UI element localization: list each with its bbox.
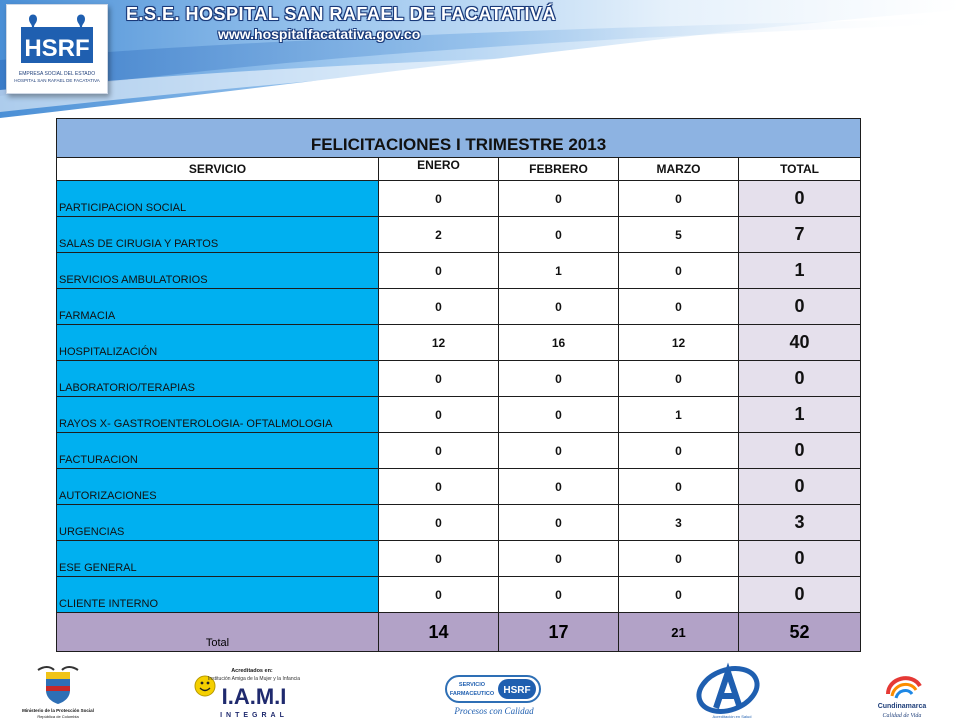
table-row — [57, 577, 861, 613]
cell-total: 3 — [739, 505, 861, 541]
cell-total: 0 — [739, 361, 861, 397]
cundinamarca-slogan: Calidad de Vida — [882, 713, 922, 719]
cell-febrero: 0 — [499, 505, 619, 541]
org-name: E.S.E. HOSPITAL SAN RAFAEL DE FACATATIVÁ — [126, 4, 557, 24]
pharma-slogan: Procesos con Calidad — [454, 706, 534, 716]
accreditation-caption: Acreditación en Salud — [712, 714, 752, 719]
cell-marzo: 0 — [619, 361, 739, 397]
pharma-line-1: SERVICIO — [458, 682, 486, 688]
cell-marzo: 5 — [619, 217, 739, 253]
column-header-marzo: MARZO — [619, 158, 739, 181]
cundinamarca-logo — [868, 664, 948, 720]
totals-row — [57, 613, 861, 652]
service-name: HOSPITALIZACIÓN — [57, 325, 379, 361]
logo-caption-2: HOSPITAL SAN RAFAEL DE FACATATIVA — [14, 78, 100, 83]
table-row — [57, 433, 861, 469]
ministry-text-2: República de Colombia — [37, 714, 79, 719]
cell-enero: 0 — [379, 505, 499, 541]
cell-enero: 0 — [379, 433, 499, 469]
column-header-febrero: FEBRERO — [499, 158, 619, 181]
totals-enero: 14 — [379, 613, 499, 652]
table-row — [57, 217, 861, 253]
logo-caption-1: EMPRESA SOCIAL DEL ESTADO — [18, 71, 96, 77]
cell-enero: 2 — [379, 217, 499, 253]
cell-febrero: 0 — [499, 181, 619, 217]
cell-enero: 0 — [379, 541, 499, 577]
service-name: AUTORIZACIONES — [57, 469, 379, 505]
table-row — [57, 289, 861, 325]
cell-marzo: 0 — [619, 181, 739, 217]
cell-febrero: 0 — [499, 433, 619, 469]
service-name: URGENCIAS — [57, 505, 379, 541]
cell-total: 0 — [739, 433, 861, 469]
hsrf-logo-icon — [7, 5, 107, 93]
iami-name: I.A.M.I — [221, 684, 287, 709]
footer-logos — [0, 664, 960, 720]
cell-febrero: 0 — [499, 397, 619, 433]
column-header-total: TOTAL — [739, 158, 861, 181]
totals-marzo: 21 — [619, 613, 739, 652]
column-header-servicio: SERVICIO — [57, 158, 379, 181]
cell-enero: 0 — [379, 289, 499, 325]
cell-enero: 0 — [379, 361, 499, 397]
table-row — [57, 361, 861, 397]
service-name: CLIENTE INTERNO — [57, 577, 379, 613]
table-row — [57, 469, 861, 505]
felicitaciones-table — [56, 118, 861, 652]
totals-total: 52 — [739, 613, 861, 652]
accreditation-a-icon — [693, 661, 763, 719]
cell-marzo: 0 — [619, 433, 739, 469]
service-name: ESE GENERAL — [57, 541, 379, 577]
cell-febrero: 0 — [499, 541, 619, 577]
cell-febrero: 0 — [499, 577, 619, 613]
iami-logo — [192, 664, 298, 720]
cell-marzo: 0 — [619, 541, 739, 577]
totals-label: Total — [57, 613, 379, 652]
iami-accredited-text: Acreditados en: — [231, 668, 273, 674]
table-row — [57, 325, 861, 361]
table-body — [57, 181, 861, 613]
service-name: PARTICIPACION SOCIAL — [57, 181, 379, 217]
cell-febrero: 0 — [499, 469, 619, 505]
cell-enero: 0 — [379, 469, 499, 505]
service-name: LABORATORIO/TERAPIAS — [57, 361, 379, 397]
cell-febrero: 1 — [499, 253, 619, 289]
service-name: FARMACIA — [57, 289, 379, 325]
cell-total: 0 — [739, 181, 861, 217]
service-name: SALAS DE CIRUGIA Y PARTOS — [57, 217, 379, 253]
cell-marzo: 0 — [619, 577, 739, 613]
cundinamarca-swirl-icon — [888, 678, 920, 698]
cell-marzo: 1 — [619, 397, 739, 433]
totals-febrero: 17 — [499, 613, 619, 652]
table-title: FELICITACIONES I TRIMESTRE 2013 — [57, 119, 861, 158]
cell-marzo: 0 — [619, 289, 739, 325]
cell-marzo: 0 — [619, 253, 739, 289]
cell-total: 1 — [739, 397, 861, 433]
column-header-enero: ENERO — [379, 158, 499, 181]
pharmaceutical-service-logo — [440, 664, 548, 720]
service-name: SERVICIOS AMBULATORIOS — [57, 253, 379, 289]
cell-marzo: 3 — [619, 505, 739, 541]
table-row — [57, 181, 861, 217]
cell-febrero: 0 — [499, 289, 619, 325]
cell-febrero: 0 — [499, 361, 619, 397]
colombia-shield-icon — [38, 667, 78, 704]
service-name: RAYOS X- GASTROENTEROLOGIA- OFTALMOLOGIA — [57, 397, 379, 433]
table-row — [57, 253, 861, 289]
cell-enero: 0 — [379, 397, 499, 433]
ministry-logo — [22, 664, 94, 720]
pharma-brand: HSRF — [503, 685, 531, 696]
cell-febrero: 16 — [499, 325, 619, 361]
cell-marzo: 0 — [619, 469, 739, 505]
ministry-text-1: Ministerio de la Protección Social — [22, 708, 94, 713]
pharma-line-2: FARMACEUTICO — [449, 691, 495, 697]
logo-text: HSRF — [24, 35, 90, 62]
service-name: FACTURACION — [57, 433, 379, 469]
cell-enero: 12 — [379, 325, 499, 361]
hospital-logo — [6, 4, 108, 94]
cell-total: 40 — [739, 325, 861, 361]
iami-subtitle: Institución Amiga de la Mujer y la Infancia — [208, 676, 300, 682]
cell-total: 0 — [739, 469, 861, 505]
cell-total: 0 — [739, 541, 861, 577]
cell-enero: 0 — [379, 577, 499, 613]
cell-febrero: 0 — [499, 217, 619, 253]
cell-total: 0 — [739, 289, 861, 325]
cell-total: 0 — [739, 577, 861, 613]
website-link[interactable]: www.hospitalfacatativa.gov.co — [218, 26, 421, 42]
table-row — [57, 397, 861, 433]
cell-total: 1 — [739, 253, 861, 289]
cell-marzo: 12 — [619, 325, 739, 361]
cundinamarca-name: Cundinamarca — [877, 703, 927, 710]
table-row — [57, 541, 861, 577]
cell-enero: 0 — [379, 253, 499, 289]
cell-total: 7 — [739, 217, 861, 253]
accreditation-logo — [692, 664, 772, 720]
table-row — [57, 505, 861, 541]
cell-enero: 0 — [379, 181, 499, 217]
iami-integral: INTEGRAL — [220, 712, 288, 719]
